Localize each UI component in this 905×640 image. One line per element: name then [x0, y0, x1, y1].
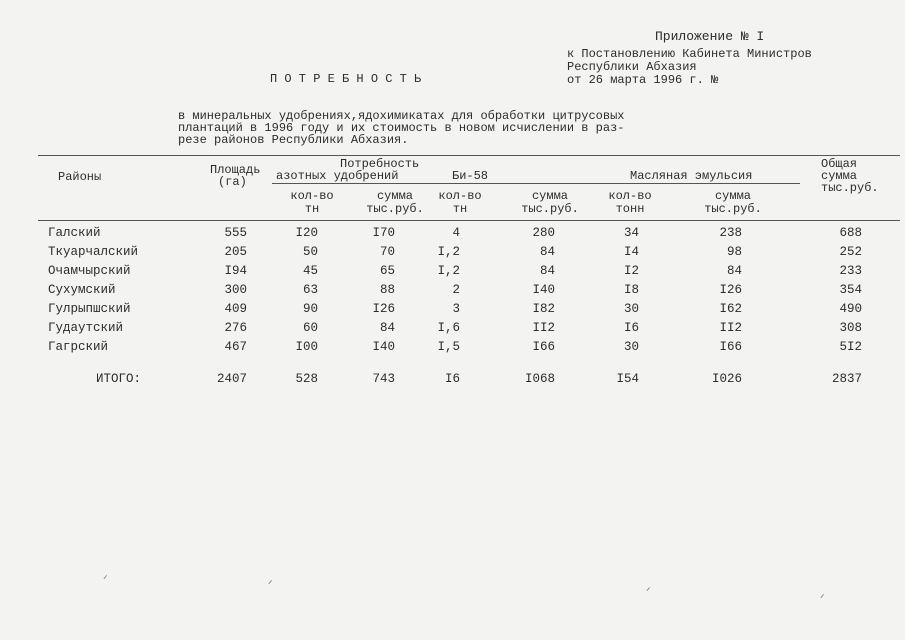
cell-ploshad: 300	[224, 283, 247, 297]
header-maslyanaya: Масляная эмульсия	[630, 169, 753, 183]
cell-ms-sum: 84	[726, 264, 742, 278]
header-az-kolvo: кол-во	[290, 189, 334, 203]
resolution-line-1: к Постановлению Кабинета Министров	[567, 47, 812, 61]
cell-az-sum: 84	[379, 321, 395, 335]
document-title: П О Т Р Е Б Н О С Т Ь	[270, 72, 422, 86]
header-ms-kolvo: кол-во	[608, 189, 652, 203]
cell-bi-sum: I40	[532, 283, 555, 297]
header-ms-summa: сумма	[714, 189, 751, 203]
cell-az-sum: I40	[372, 340, 395, 354]
subheader-rule	[272, 183, 800, 184]
cell-total: 252	[839, 245, 862, 259]
cell-az-sum: I26	[372, 302, 395, 316]
cell-ms-sum: I62	[719, 302, 742, 316]
header-obshaya-3: тыс.руб.	[821, 181, 879, 195]
cell-ms-kol: I2	[623, 264, 639, 278]
cell-ploshad: 409	[224, 302, 247, 316]
cell-bi-kol: I,2	[437, 245, 460, 259]
header-az-summa-unit: тыс.руб.	[366, 202, 424, 216]
header-ms-kolvo-unit: тонн	[615, 202, 645, 216]
cell-bi-sum: 84	[539, 245, 555, 259]
cell-ploshad: I94	[224, 264, 247, 278]
cell-az-kol: I20	[295, 226, 318, 240]
scan-mark: ᐟ	[268, 580, 273, 592]
cell-az-kol: 50	[302, 245, 318, 259]
cell-ms-kol: 30	[623, 302, 639, 316]
header-obshaya-2: сумма	[821, 169, 858, 183]
header-az-kolvo-unit: тн	[304, 202, 320, 216]
cell-az-sum: 65	[379, 264, 395, 278]
subtitle-line-2: плантаций в 1996 году и их стоимость в новом исчислении в раз-	[178, 121, 625, 135]
total-bi-sum: I068	[524, 372, 555, 386]
scan-mark: ᐟ	[646, 587, 651, 599]
cell-rayon: Гагрский	[48, 340, 109, 354]
total-label: ИТОГО:	[96, 372, 142, 386]
table-top-rule	[38, 155, 900, 156]
header-bi58: Би-58	[452, 169, 489, 183]
cell-ploshad: 276	[224, 321, 247, 335]
header-bi-summa-unit: тыс.руб.	[521, 202, 579, 216]
header-bi-kolvo: кол-во	[438, 189, 482, 203]
resolution-line-2: Республики Абхазия	[567, 60, 697, 74]
cell-total: 490	[839, 302, 862, 316]
cell-rayon: Гулрыпшский	[48, 302, 131, 316]
cell-rayon: Очамчырский	[48, 264, 131, 278]
cell-total: 688	[839, 226, 862, 240]
cell-total: 308	[839, 321, 862, 335]
cell-ms-kol: I6	[623, 321, 639, 335]
cell-ploshad: 467	[224, 340, 247, 354]
cell-ms-kol: 30	[623, 340, 639, 354]
scan-mark: ᐟ	[820, 594, 825, 606]
cell-az-kol: I00	[295, 340, 318, 354]
cell-az-kol: 60	[302, 321, 318, 335]
cell-bi-kol: 4	[452, 226, 460, 240]
cell-ms-kol: I8	[623, 283, 639, 297]
total-ms-kol: I54	[616, 372, 639, 386]
cell-rayon: Галский	[48, 226, 101, 240]
header-ploshad-unit: (га)	[218, 175, 247, 189]
header-azotnye: азотных удобрений	[276, 169, 399, 183]
cell-ploshad: 555	[224, 226, 247, 240]
cell-ploshad: 205	[224, 245, 247, 259]
header-ploshad: Площадь	[210, 163, 261, 177]
cell-total: 354	[839, 283, 862, 297]
cell-bi-kol: 3	[452, 302, 460, 316]
header-rayony: Районы	[58, 170, 102, 184]
cell-az-kol: 63	[302, 283, 318, 297]
cell-bi-sum: II2	[532, 321, 555, 335]
cell-ms-sum: 98	[726, 245, 742, 259]
cell-bi-kol: I,2	[437, 264, 460, 278]
cell-az-sum: I70	[372, 226, 395, 240]
cell-bi-sum: I82	[532, 302, 555, 316]
resolution-line-3: от 26 марта 1996 г. №	[567, 73, 719, 87]
cell-bi-sum: 84	[539, 264, 555, 278]
total-ploshad: 2407	[216, 372, 247, 386]
header-ms-summa-unit: тыс.руб.	[704, 202, 762, 216]
cell-az-kol: 90	[302, 302, 318, 316]
cell-ms-sum: 238	[719, 226, 742, 240]
total-bi-kol: I6	[444, 372, 460, 386]
cell-bi-sum: 280	[532, 226, 555, 240]
total-az-sum: 743	[372, 372, 395, 386]
cell-total: 233	[839, 264, 862, 278]
subtitle-line-1: в минеральных удобрениях,ядохимикатах для обработки цитрусовых	[178, 109, 625, 123]
cell-az-sum: 70	[379, 245, 395, 259]
header-az-summa: сумма	[376, 189, 413, 203]
cell-ms-sum: II2	[719, 321, 742, 335]
cell-bi-kol: I,5	[437, 340, 460, 354]
cell-ms-kol: 34	[623, 226, 639, 240]
header-bi-summa: сумма	[531, 189, 568, 203]
appendix-label: Приложение № I	[655, 29, 765, 44]
cell-bi-kol: I,6	[437, 321, 460, 335]
header-bottom-rule	[38, 220, 900, 221]
total-ms-sum: I026	[711, 372, 742, 386]
cell-az-kol: 45	[302, 264, 318, 278]
cell-ms-sum: I26	[719, 283, 742, 297]
header-bi-kolvo-unit: тн	[452, 202, 468, 216]
cell-total: 5I2	[839, 340, 862, 354]
cell-rayon: Гудаутский	[48, 321, 124, 335]
total-total: 2837	[831, 372, 862, 386]
header-obshaya-1: Общая	[821, 157, 858, 171]
cell-ms-sum: I66	[719, 340, 742, 354]
header-potrebnost: Потребность	[340, 157, 420, 171]
cell-rayon: Ткуарчалский	[48, 245, 139, 259]
cell-bi-kol: 2	[452, 283, 460, 297]
cell-bi-sum: I66	[532, 340, 555, 354]
subtitle-line-3: резе районов Республики Абхазия.	[178, 133, 409, 147]
cell-rayon: Сухумский	[48, 283, 116, 297]
total-az-kol: 528	[295, 372, 318, 386]
cell-az-sum: 88	[379, 283, 395, 297]
cell-ms-kol: I4	[623, 245, 639, 259]
scan-mark: ᐟ	[103, 575, 108, 587]
